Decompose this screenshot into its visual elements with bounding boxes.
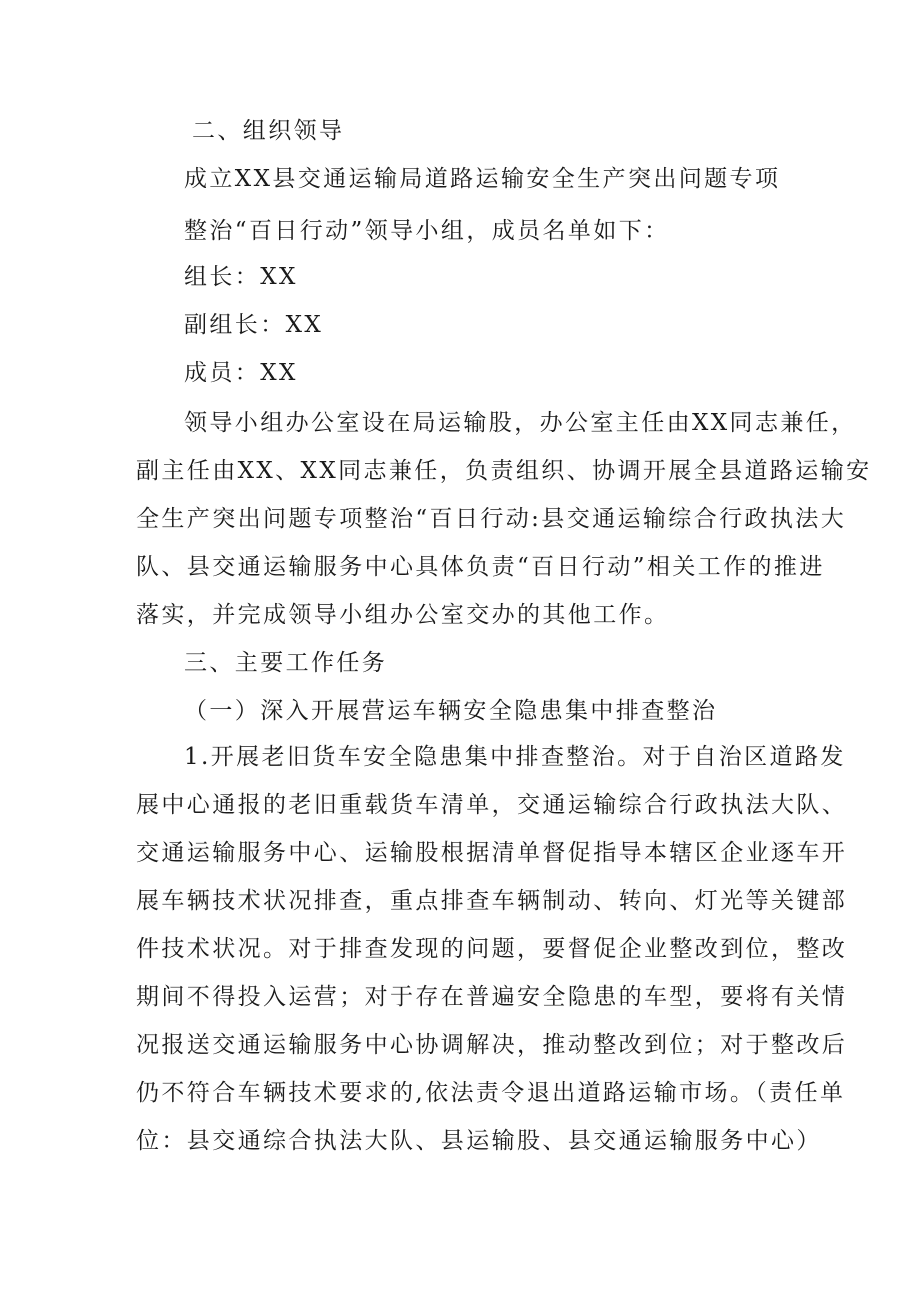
paragraph-line: 整治“百日行动”领导小组，成员名单如下： xyxy=(184,218,670,244)
paragraph-line: 成立XX县交通运输局道路运输安全生产突出问题专项 xyxy=(184,166,781,192)
paragraph-line: 况报送交通运输服务中心协调解决，推动整改到位；对于整改后 xyxy=(136,1032,848,1058)
section-heading-organization: 二、组织领导 xyxy=(192,118,345,144)
paragraph-line: 件技术状况。对于排查发现的问题，要督促企业整改到位，整改 xyxy=(136,936,848,962)
leader-line: 组长：XX xyxy=(184,264,298,290)
paragraph-line: 1.开展老旧货车安全隐患集中排查整治。对于自治区道路发 xyxy=(184,744,846,770)
paragraph-line: 落实，并完成领导小组办公室交办的其他工作。 xyxy=(136,602,670,628)
paragraph-line: 期间不得投入运营；对于存在普遍安全隐患的车型，要将有关情 xyxy=(136,984,848,1010)
paragraph-line: 展车辆技术状况排查，重点排查车辆制动、转向、灯光等关键部 xyxy=(136,888,848,914)
paragraph-line: 仍不符合车辆技术要求的,依法责令退出道路运输市场。（责任单 xyxy=(136,1080,846,1106)
paragraph-line: 全生产突出问题专项整治“百日行动:县交通运输综合行政执法大 xyxy=(136,506,847,532)
paragraph-line: 位：县交通综合执法大队、县运输股、县交通运输服务中心） xyxy=(136,1128,822,1154)
paragraph-line: 交通运输服务中心、运输股根据清单督促指导本辖区企业逐车开 xyxy=(136,840,848,866)
paragraph-line: 展中心通报的老旧重载货车清单，交通运输综合行政执法大队、 xyxy=(136,792,848,818)
paragraph-line: 队、县交通运输服务中心具体负责“百日行动”相关工作的推进 xyxy=(136,554,825,580)
members-line: 成员：XX xyxy=(184,360,298,386)
deputy-leader-line: 副组长：XX xyxy=(184,312,324,338)
section-heading-tasks: 三、主要工作任务 xyxy=(184,650,388,676)
paragraph-line: 领导小组办公室设在局运输股，办公室主任由XX同志兼任， xyxy=(184,410,857,436)
subsection-heading: （一）深入开展营运车辆安全隐患集中排查整治 xyxy=(184,698,718,724)
paragraph-line: 副主任由XX、XX同志兼任，负责组织、协调开展全县道路运输安 xyxy=(136,458,872,484)
